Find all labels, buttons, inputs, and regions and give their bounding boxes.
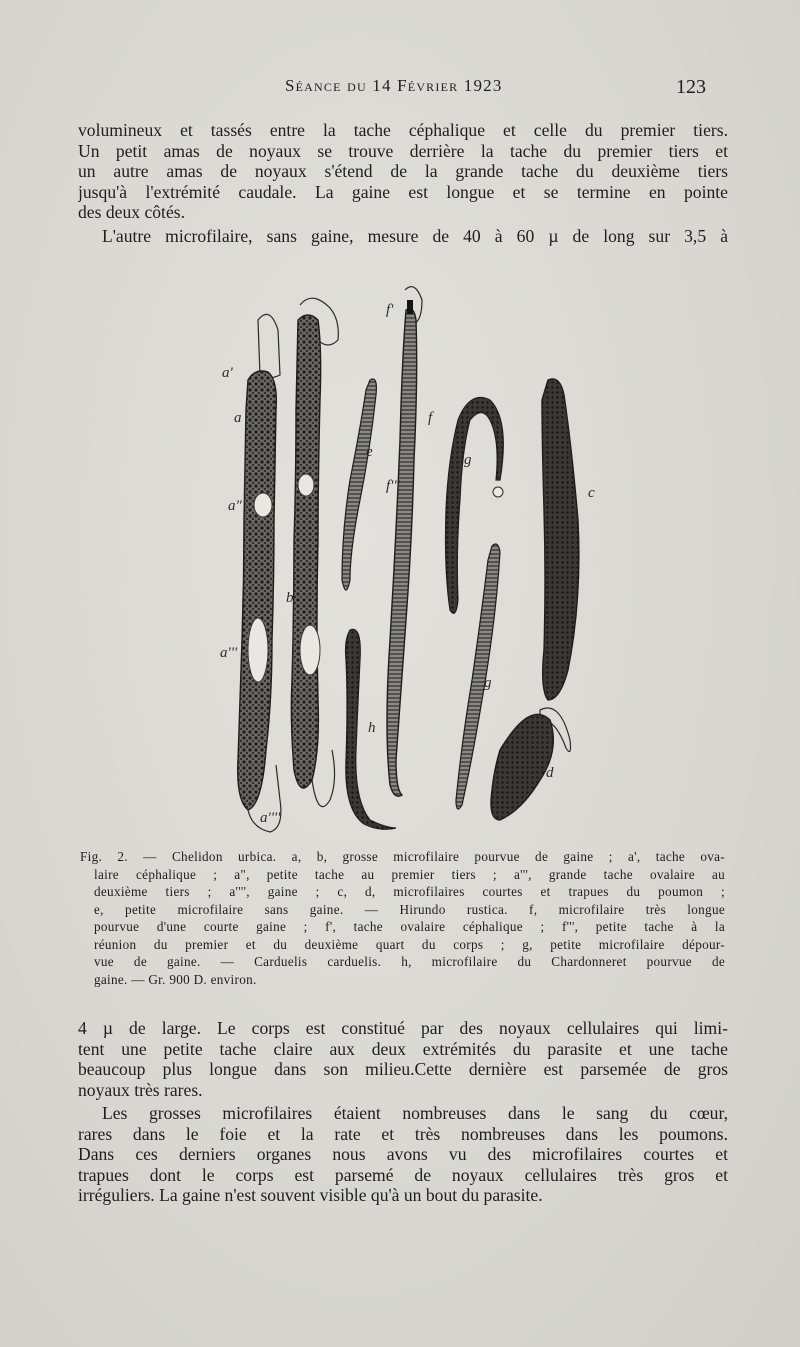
figure-caption (80, 848, 725, 988)
worm-d-body (491, 714, 553, 820)
label-f-triple: f''' (386, 478, 400, 494)
label-f-prime: f' (386, 302, 394, 318)
text-line: Les grosses microfilaires étaient nombreuses dans le sang du cœur, (102, 1103, 728, 1123)
worm-a-spot-a3 (248, 618, 268, 682)
bottom-paragraph-2 (78, 1103, 728, 1206)
microfilaria-figure (200, 280, 620, 840)
caption-line: vue de gaine. — Carduelis carduelis. h, microfilaire du Chardonneret pourvue de (94, 954, 725, 969)
bottom-paragraph-1 (78, 1018, 728, 1100)
label-g-bottom: g (484, 675, 492, 691)
text-line: un autre amas de noyaux s'étend de la grande tache du deuxième tiers (78, 161, 728, 181)
text-line: rares dans le foie et la rate et très nombreuses dans les poumons. (78, 1123, 728, 1144)
label-a-prime: a' (222, 365, 233, 381)
text-line: beaucoup plus longue dans son milieu.Cette dernière est parsemée de gros (78, 1059, 728, 1079)
worm-c-body (542, 379, 579, 700)
caption-line: pourvue d'une courte gaine ; f', tache ovalaire céphalique ; f''', petite tache à la (94, 919, 725, 934)
label-h: h (368, 720, 376, 736)
text-line: L'autre microfilaire, sans gaine, mesure de 40 à 60 µ de long sur 3,5 à (102, 226, 728, 246)
label-f: f (428, 410, 433, 426)
label-a-triple: a''' (220, 645, 238, 661)
text-line: noyaux très rares. (78, 1079, 203, 1100)
top-paragraph (78, 120, 728, 223)
label-a-quad: a'''' (260, 810, 281, 826)
text-line: trapues dont le corps est parsemé de noyaux cellulaires très gros et (78, 1164, 728, 1185)
text-line: volumineux et tassés entre la tache céphalique et celle du premier tiers. (78, 120, 728, 140)
caption-line: e, petite microfilaire sans gaine. — Hirundo rustica. f, microfilaire très longue (94, 901, 725, 917)
worm-a-body (238, 371, 277, 810)
caption-line: réunion du premier et du deuxième quart du corps ; g, petite microfilaire dépour- (94, 936, 725, 952)
running-title: Séance du 14 Février 1923 (285, 76, 503, 95)
worm-a-sheath-head (258, 314, 280, 377)
text-line: 4 µ de large. Le corps est constitué par des noyaux cellulaires qui limi- (78, 1018, 728, 1038)
text-line: tent une petite tache claire aux deux extrémités du parasite et une tache (78, 1038, 728, 1059)
label-d: d (546, 765, 554, 781)
worm-f-head-spot (407, 300, 413, 314)
worm-g-bottom-body (456, 544, 500, 809)
text-line: Dans ces derniers organes nous avons vu des microfilaires courtes et (78, 1144, 728, 1164)
microfilaria-drawing (200, 280, 620, 840)
worm-g-top-spot (493, 487, 503, 497)
label-c: c (588, 485, 595, 501)
second-paragraph (78, 226, 728, 247)
caption-line: deuxième tiers ; a'''', gaine ; c, d, microfilaires courtes et trapues du poumon ; (94, 884, 725, 899)
worm-b-body (291, 315, 320, 788)
running-head (0, 76, 800, 100)
caption-line: Fig. 2. — Chelidon urbica. a, b, grosse microfilaire pourvue de gaine ; a', tache ova- (80, 849, 725, 864)
worm-f-body (387, 309, 417, 797)
caption-line: laire céphalique ; a", petite tache au premier tiers ; a''', grande tache ovalaire au (94, 866, 725, 882)
page-number: 123 (676, 76, 706, 98)
text-line: des deux côtés. (78, 202, 185, 222)
worm-e-body (342, 379, 376, 590)
label-b: b (286, 590, 294, 606)
text-line: jusqu'à l'extrémité caudale. La gaine est longue et se termine en pointe (78, 181, 728, 202)
text-line: Un petit amas de noyaux se trouve derrière la tache du premier tiers et (78, 140, 728, 161)
caption-line: gaine. — Gr. 900 D. environ. (94, 971, 257, 987)
text-line: irréguliers. La gaine n'est souvent visible qu'à un bout du parasite. (78, 1185, 543, 1205)
worm-b-spot-small (298, 474, 314, 496)
worm-a-spot-a2 (254, 493, 272, 517)
label-g-top: g (464, 452, 472, 468)
label-a-double: a" (228, 498, 242, 514)
worm-b-spot-large (300, 625, 320, 675)
label-e: e (366, 444, 373, 460)
label-a: a (234, 410, 242, 426)
